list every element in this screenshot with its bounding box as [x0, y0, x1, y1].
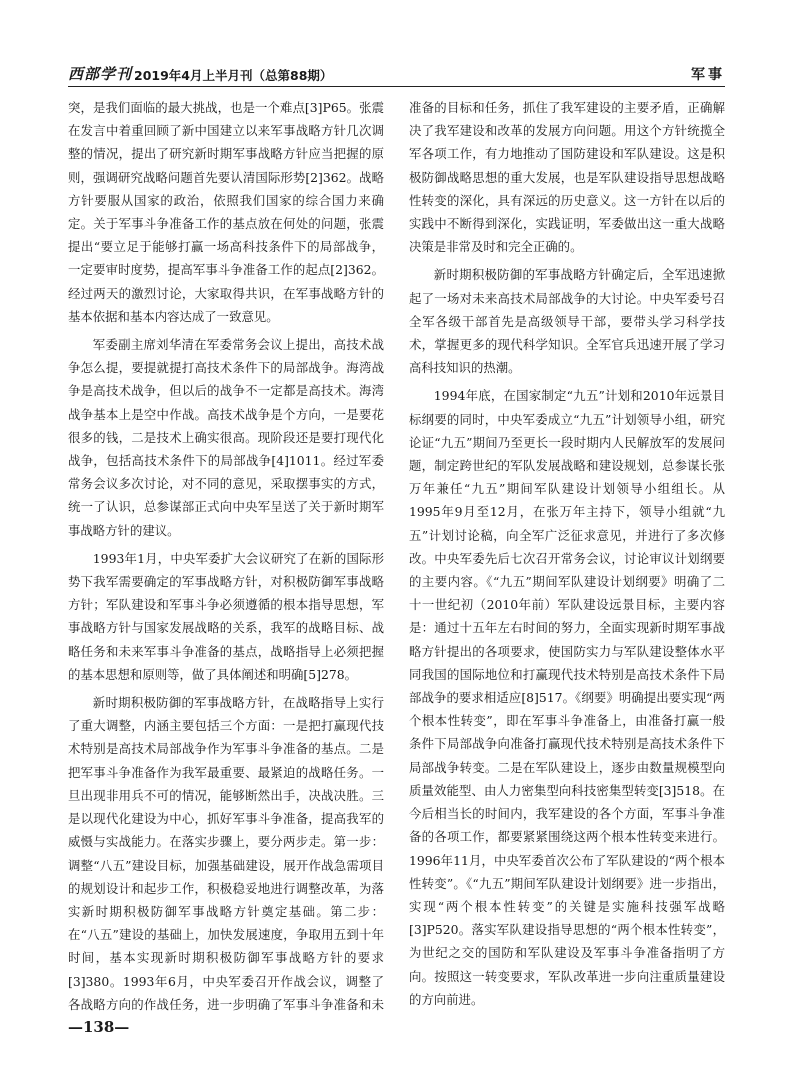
header-left	[68, 63, 332, 84]
paragraph: 军委副主席刘华清在军委常务会议上提出，高技术战争怎么提，要提就提打高技术条件下的局部战争。海湾战争是高技术战争，但以后的战争不一定都是高技术。海湾战争基本上是空中作战。高技术战争是个方向，一是要花很多的钱，二是技术上确实很高。现阶段还是要打现代化战争，包括高技术条件下的局部战争[4]1011。经过军委常务会议多次讨论，对不同的意见，采取摆事实的方式，统一了认识，总参谋部正式向中央军呈送了关于新时期军事战略方针的建议。	[68, 337, 384, 538]
paragraph: 新时期积极防御的军事战略方针，在战略指导上实行了重大调整，内涵主要包括三个方面：一是把打赢现代技术特别是高技术局部战争作为军事斗争准备的基点。二是把军事斗争准备作为我军最重要、最紧迫的战略任务。一旦出现非用兵不可的情况，能够断然出手，决战决胜。三是以现代化建设为中心，抓好军事斗争准备，提高我军的威慑与实战能力。在落实步骤上，要分两步走。第一步：调整“八五”建设目标，加强基础建设，展开作战急需项目的规划设计和起步工作，积极稳妥地进行调整改革，为落实新时期积极防御军事战略方针奠定基础。第二步：在“八五”建设的基础上，加快发展速度，争取用五到十年时间，基本实现新时期积极防御军事战略方针的要求[3]380。1993年6月，中央军委召开作战会议，调整了各战略方向的作战任务，进一步明确了军事斗争准备和未	[68, 695, 384, 1012]
journal-logo: 西部学刊	[68, 65, 133, 83]
left-column	[68, 96, 384, 1016]
header-rule	[68, 86, 725, 87]
paragraph: 1994年底，在国家制定“九五”计划和2010年远景目标纲要的同时，中央军委成立“九五”计划领导小组，研究论证“九五”期间乃至更长一段时期内人民解放军的发展问题，制定跨世纪的军队发展战略和建设规划，总参谋长张万年兼任“九五”期间军队建设计划领导小组组长。从1995年9月至12月，在张万年主持下，领导小组就“九五”计划讨论稿，向全军广泛征求意见，并进行了多次修改。中央军委先后七次召开常务会议，讨论审议计划纲要的主要内容。《“九五”期间军队建设计划纲要》明确了二十一世纪初（2010年前）军队建设远景目标，主要内容是：通过十五年左右时间的努力，全面实现新时期军事战略方针提出的各项要求，使国防实力与军队建设整体水平同我国的国际地位和打赢现代技术特别是高技术条件下局部战争的要求相适应[8]517。《纲要》明确提出要实现“两个根本性转变”，即在军事斗争准备上，由准备打赢一般条件下局部战争向准备打赢现代技术特别是高技术条件下局部战争转变。二是在军队建设上，逐步由数量规模型向质量效能型、由人力密集型向科技密集型转变[3]518。在今后相当长的时间内，我军建设的各个方面，军事斗争准备的各项工作，都要紧紧围绕这两个根本性转变来进行。1996年11月，中央军委首次公布了军队建设的“两个根本性转变”。《“九五”期间军队建设计划纲要》进一步指出，实现“两个根本性转变”的关键是实施科技强军战略[3]P520。落实军队建设指导思想的“两个根本性转变”，为世纪之交的国防和军队建设及军事斗争准备指明了方向。按照这一转变要求，军队改革进一步向注重质量建设的方向前进。	[409, 388, 725, 1007]
paragraph: 准备的目标和任务，抓住了我军建设的主要矛盾，正确解决了我军建设和改革的发展方向问题。用这个方针统揽全军各项工作，有力地推动了国防建设和军队建设。这是积极防御战略思想的重大发展，也是军队建设指导思想战略性转变的深化，具有深远的历史意义。这一方针在以后的实践中不断得到深化，实践证明，军委做出这一重大战略决策是非常及时和完全正确的。	[409, 100, 725, 255]
paragraph: 1993年1月，中央军委扩大会议研究了在新的国际形势下我军需要确定的军事战略方针，对积极防御军事战略方针；军队建设和军事斗争必须遵循的根本指导思想，军事战略方针与国家发展战略的关系，我军的战略目标、战略任务和未来军事斗争准备的基点，战略指导上必须把握的基本思想和原则等，做了具体阐述和明确[5]278。	[68, 550, 384, 682]
issue-info: 2019年4月上半月刊（总第88期）	[134, 68, 333, 83]
section-label: 军事	[691, 67, 725, 83]
right-column	[409, 96, 725, 1016]
page-header	[68, 58, 725, 84]
page-number: —138—	[68, 1018, 130, 1036]
paragraph: 突，是我们面临的最大挑战，也是一个难点[3]P65。张震在发言中着重回顾了新中国建立以来军事战略方针几次调整的情况，提出了研究新时期军事战略方针应当把握的原则，强调研究战略问题首先要认清国际形势[2]362。战略方针要服从国家的政治，依照我们国家的综合国力来确定。关于军事斗争准备工作的基点放在何处的问题，张震提出“要立足于能够打赢一场高科技条件下的局部战争，一定要审时度势，提高军事斗争准备工作的起点[2]362。经过两天的激烈讨论，大家取得共识，在军事战略方针的基本依据和基本内容达成了一致意见。	[68, 100, 384, 324]
paragraph: 新时期积极防御的军事战略方针确定后，全军迅速掀起了一场对未来高技术局部战争的大讨论。中央军委号召全军各级干部首先是高级领导干部，要带头学习科学技术，掌握更多的现代科学知识。全军官兵迅速开展了学习高科技知识的热潮。	[409, 267, 725, 376]
